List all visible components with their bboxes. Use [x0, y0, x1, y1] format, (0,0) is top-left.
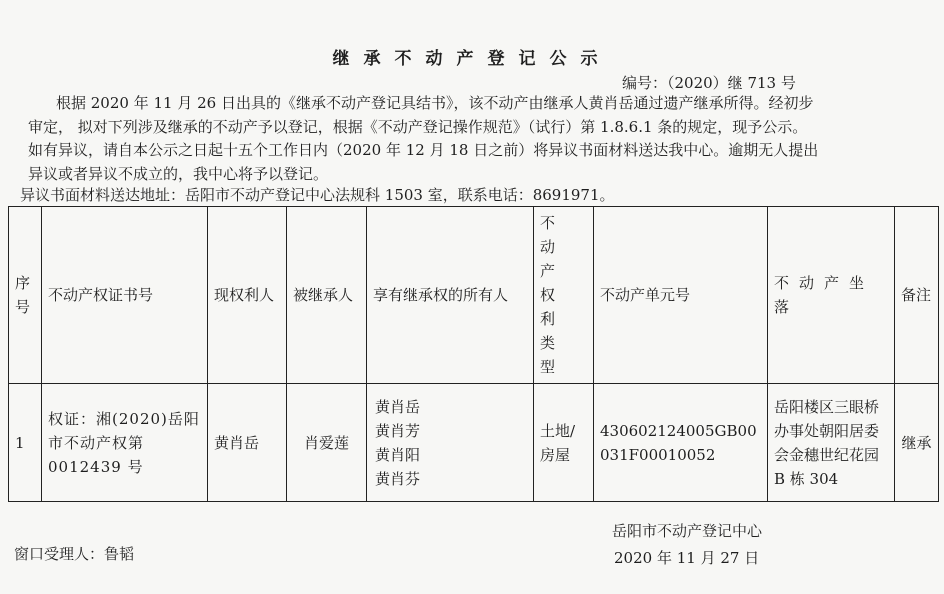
issuer-org: 岳阳市不动产登记中心: [612, 522, 763, 540]
cell-holder: 黄肖岳: [208, 384, 287, 502]
issue-date: 2020 年 11 月 27 日: [614, 549, 760, 567]
header-decedent: 被继承人: [287, 207, 367, 384]
header-seq: 序号: [9, 207, 42, 384]
cell-seq: 1: [9, 384, 42, 502]
window-clerk: 窗口受理人：鲁韬: [14, 545, 135, 563]
header-unit-no: 不动产单元号: [594, 207, 768, 384]
paragraph-line: 异议或者异议不成立的，我中心将予以登记。: [28, 164, 329, 183]
registration-table: [8, 206, 939, 502]
paragraph-line: 审定， 拟对下列涉及继承的不动产予以登记，根据《不动产登记操作规范》（试行）第 1.8.6.1 条的规定，现予公示。: [28, 117, 808, 136]
header-holder: 现权利人: [208, 207, 287, 384]
header-heirs: 享有继承权的所有人: [367, 207, 534, 384]
table-row: [9, 384, 939, 502]
cell-unit-no: 430602124005GB00031F00010052: [594, 384, 768, 502]
heir-name: 黄肖阳: [375, 445, 421, 464]
cell-location: 岳阳楼区三眼桥办事处朝阳居委会金穗世纪花园 B 栋 304: [768, 384, 895, 502]
cell-heirs: [367, 384, 534, 502]
cell-cert-no: 权证：湘(2020)岳阳市不动产权第0012439 号: [42, 384, 208, 502]
header-location: 不动产坐落: [768, 207, 895, 384]
cell-right-type: 土地/房屋: [534, 384, 594, 502]
paragraph-line: 如有异议，请自本公示之日起十五个工作日内（2020 年 12 月 18 日之前）将异议书面材料送达我中心。逾期无人提出: [28, 141, 819, 159]
header-remark: 备注: [895, 207, 939, 384]
notice-paragraph: [28, 92, 920, 186]
header-right-type: 不动产权利类型: [534, 207, 594, 384]
header-cert-no: 不动产权证书号: [42, 207, 208, 384]
cell-remark: 继承: [895, 384, 939, 502]
cell-decedent: 肖爱莲: [287, 384, 367, 502]
heir-name: 黄肖芳: [375, 421, 421, 440]
notice-title: 继承不动产登记公示: [332, 49, 612, 69]
table-header-row: [9, 207, 939, 384]
heir-name: 黄肖岳: [375, 397, 421, 416]
notice-number: 编号：（2020）继 713 号: [622, 74, 796, 92]
heir-name: 黄肖芬: [375, 469, 421, 488]
paragraph-line: 根据 2020 年 11 月 26 日出具的《继承不动产登记具结书》，该不动产由继承人黄肖岳通过遗产继承所得。经初步: [56, 94, 814, 112]
objection-address: 异议书面材料送达地址：岳阳市不动产登记中心法规科 1503 室，联系电话：8691971。: [20, 186, 615, 204]
